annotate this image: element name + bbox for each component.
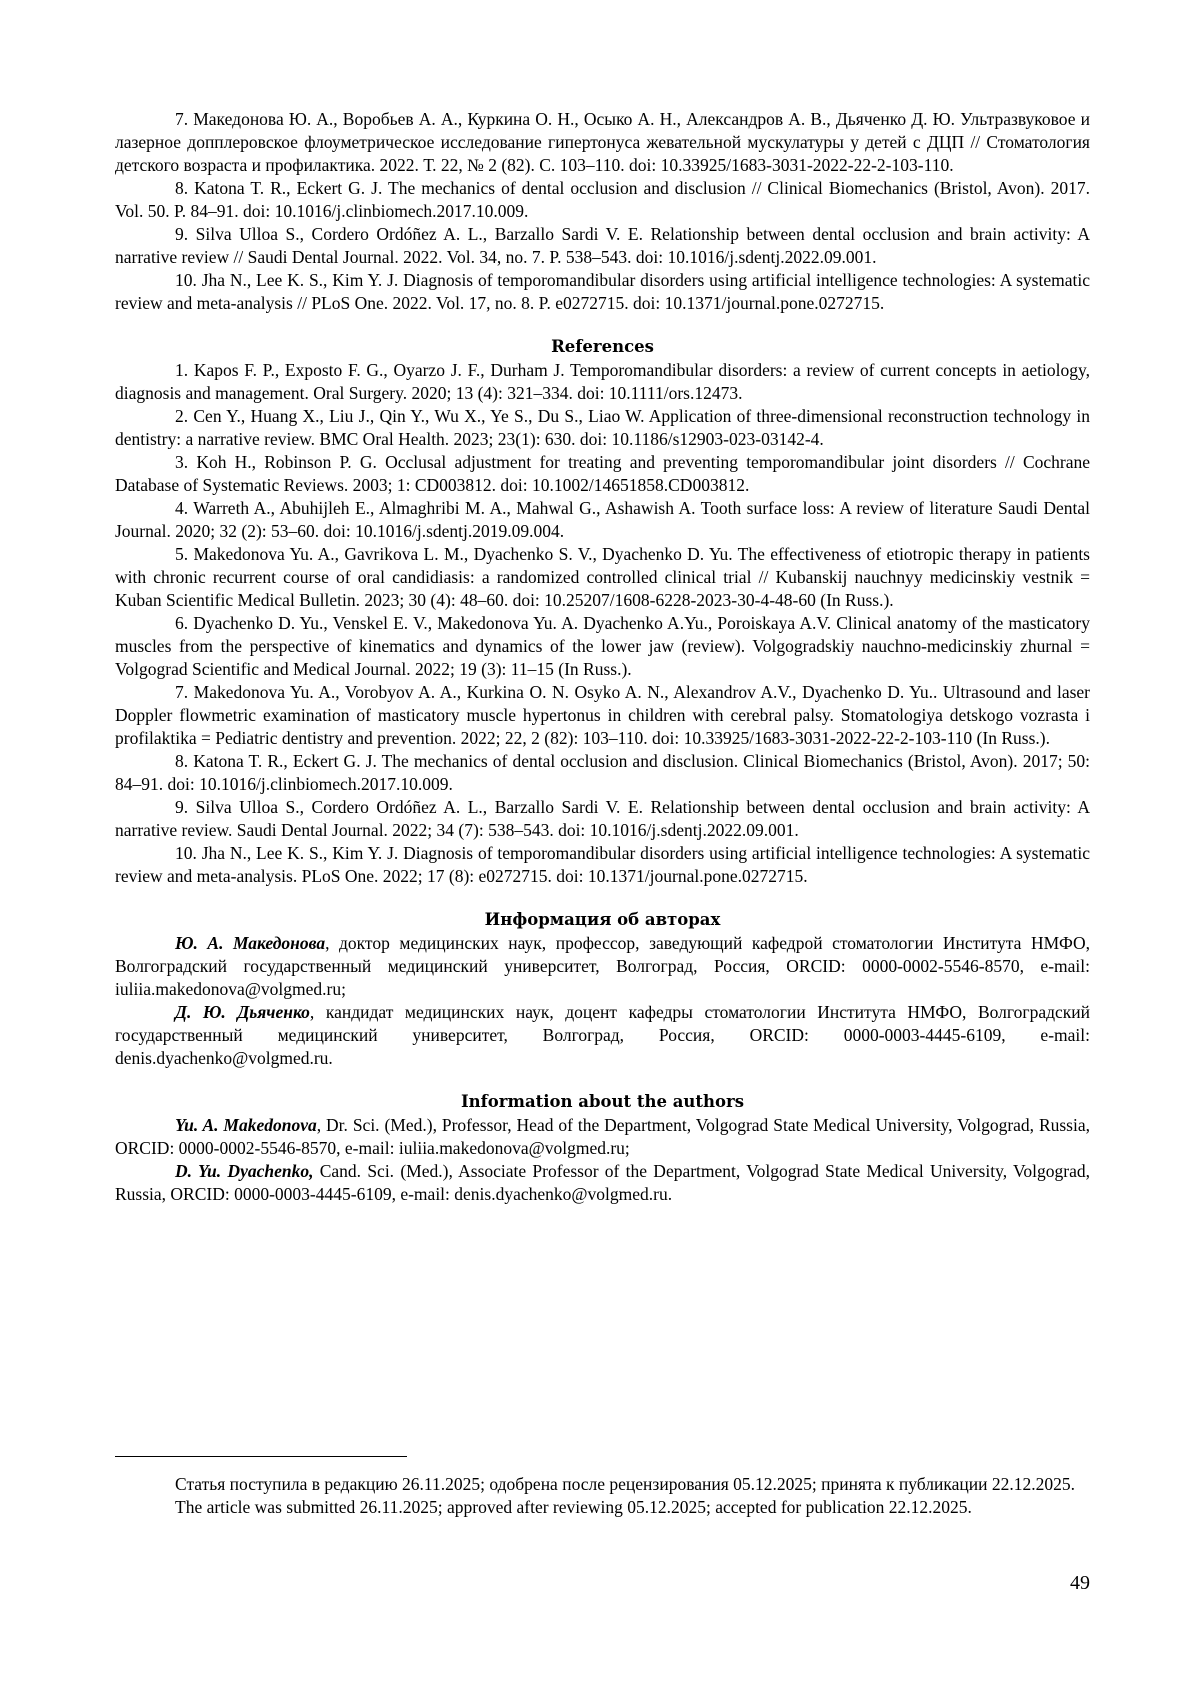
authors-en-list: [115, 1114, 1090, 1206]
russian-reference-list-tail: [115, 108, 1090, 315]
page-number: 49: [1070, 1572, 1090, 1594]
author-details: , кандидат медицинских наук, доцент кафедры стоматологии Института НМФО, Волгоградский государственный медицинский университет, Волгоград, Россия, ORCID: 0000-0003-4445-6109, e-mail: denis.dyachenko@volgmed.ru.: [115, 1002, 1090, 1068]
reference-item: 1. Kapos F. P., Exposto F. G., Oyarzo J. F., Durham J. Temporomandibular disorders: a review of current concepts in aetiology, diagnosis and management. Oral Surgery. 2020; 13 (4): 321–334. doi: 10.1111/ors.12473.: [115, 360, 1090, 403]
footnote-ru: Статья поступила в редакцию 26.11.2025; одобрена после рецензирования 05.12.2025; принята к публикации 22.12.2025.: [175, 1474, 1075, 1494]
references-heading: References: [551, 337, 654, 356]
reference-item: 9. Silva Ulloa S., Cordero Ordóñez A. L., Barzallo Sardi V. E. Relationship between dental occlusion and brain activity: A narrative review. Saudi Dental Journal. 2022; 34 (7): 538–543. doi: 10.1016/j.sdentj.2022.09.001.: [115, 797, 1090, 840]
author-name: D. Yu. Dyachenko,: [175, 1161, 314, 1181]
author-name: Д. Ю. Дьяченко: [175, 1002, 310, 1022]
author-details: , доктор медицинских наук, профессор, заведующий кафедрой стоматологии Института НМФО, Волгоградский государственный медицинский университет, Волгоград, Россия, ORCID: 0000-0002-5546-8570, e-mail: iuliia.makedonova@volgmed.ru;: [115, 933, 1090, 999]
author-details: , Dr. Sci. (Med.), Professor, Head of the Department, Volgograd State Medical University, Volgograd, Russia, ORCID: 0000-0002-5546-8570, e-mail: iuliia.makedonova@volgmed.ru;: [115, 1115, 1090, 1158]
footnote-en: The article was submitted 26.11.2025; approved after reviewing 05.12.2025; accepted for publication 22.12.2025.: [175, 1497, 972, 1517]
reference-item: 10. Jha N., Lee K. S., Kim Y. J. Diagnosis of temporomandibular disorders using artificial intelligence technologies: A systematic review and meta-analysis // PLoS One. 2022. Vol. 17, no. 8. P. e0272715. doi: 10.1371/journal.pone.0272715.: [115, 270, 1090, 313]
reference-item: 8. Katona T. R., Eckert G. J. The mechanics of dental occlusion and disclusion // Clinical Biomechanics (Bristol, Avon). 2017. Vol. 50. P. 84–91. doi: 10.1016/j.clinbiomech.2017.10.009.: [115, 178, 1090, 221]
authors-ru-list: [115, 932, 1090, 1070]
footnote-divider: [115, 1456, 407, 1457]
reference-item: 5. Makedonova Yu. A., Gavrikova L. M., Dyachenko S. V., Dyachenko D. Yu. The effectiveness of etiotropic therapy in patients with chronic recurrent course of oral candidiasis: a randomized controlled clinical trial // Kubanskij nauchnyy medicinskiy vestnik = Kuban Scientific Medical Bulletin. 2023; 30 (4): 48–60. doi: 10.25207/1608-6228-2023-30-4-48-60 (In Russ.).: [115, 544, 1090, 610]
author-name: Yu. A. Makedonova: [175, 1115, 317, 1135]
main-content: [115, 108, 1090, 1206]
reference-item: 3. Koh H., Robinson P. G. Occlusal adjustment for treating and preventing temporomandibular joint disorders // Cochrane Database of Systematic Reviews. 2003; 1: CD003812. doi: 10.1002/14651858.CD003812.: [115, 452, 1090, 495]
author-entry: [115, 932, 1090, 1001]
reference-item: 6. Dyachenko D. Yu., Venskel E. V., Makedonova Yu. A. Dyachenko A.Yu., Poroiskaya A.V. Clinical anatomy of the masticatory muscles from the perspective of kinematics and dynamics of the lower jaw (review). Volgogradskiy nauchno-medicinskiy zhurnal = Volgograd Scientific and Medical Journal. 2022; 19 (3): 11–15 (In Russ.).: [115, 613, 1090, 679]
footnotes: [115, 1473, 1090, 1519]
reference-item: 8. Katona T. R., Eckert G. J. The mechanics of dental occlusion and disclusion. Clinical Biomechanics (Bristol, Avon). 2017; 50: 84–91. doi: 10.1016/j.clinbiomech.2017.10.009.: [115, 751, 1090, 794]
reference-item: 7. Makedonova Yu. A., Vorobyov A. A., Kurkina O. N. Osyko A. N., Alexandrov A.V., Dyachenko D. Yu.. Ultrasound and laser Doppler flowmetric examination of masticatory muscle hypertonus in children with cerebral palsy. Stomatologiya detskogo vozrasta i profilaktika = Pediatric dentistry and prevention. 2022; 22, 2 (82): 103–110. doi: 10.33925/1683-3031-2022-22-2-103-110 (In Russ.).: [115, 682, 1090, 748]
reference-item: 4. Warreth A., Abuhijleh E., Almaghribi M. A., Mahwal G., Ashawish A. Tooth surface loss: A review of literature Saudi Dental Journal. 2020; 32 (2): 53–60. doi: 10.1016/j.sdentj.2019.09.004.: [115, 498, 1090, 541]
reference-item: 7. Македонова Ю. А., Воробьев А. А., Куркина О. Н., Осыко А. Н., Александров А. В., Дьяченко Д. Ю. Ультразвуковое и лазерное допплеровское флоуметрическое исследование гипертонуса жевательной мускулатуры у детей с ДЦП // Стоматология детского возраста и профилактика. 2022. Т. 22, № 2 (82). С. 103–110. doi: 10.33925/1683-3031-2022-22-2-103-110.: [115, 109, 1090, 175]
author-entry: [115, 1160, 1090, 1206]
reference-item: 2. Cen Y., Huang X., Liu J., Qin Y., Wu X., Ye S., Du S., Liao W. Application of three-dimensional reconstruction technology in dentistry: a narrative review. BMC Oral Health. 2023; 23(1): 630. doi: 10.1186/s12903-023-03142-4.: [115, 406, 1090, 449]
author-entry: [115, 1001, 1090, 1070]
author-details: Cand. Sci. (Med.), Associate Professor of the Department, Volgograd State Medical University, Volgograd, Russia, ORCID: 0000-0003-4445-6109, e-mail: denis.dyachenko@volgmed.ru.: [115, 1161, 1090, 1204]
reference-item: 10. Jha N., Lee K. S., Kim Y. J. Diagnosis of temporomandibular disorders using artificial intelligence technologies: A systematic review and meta-analysis. PLoS One. 2022; 17 (8): e0272715. doi: 10.1371/journal.pone.0272715.: [115, 843, 1090, 886]
author-entry: [115, 1114, 1090, 1160]
authors-en-heading: Information about the authors: [460, 1092, 745, 1111]
english-reference-list: [115, 359, 1090, 888]
authors-ru-heading: Информация об авторах: [484, 910, 721, 929]
reference-item: 9. Silva Ulloa S., Cordero Ordóñez A. L., Barzallo Sardi V. E. Relationship between dental occlusion and brain activity: A narrative review // Saudi Dental Journal. 2022. Vol. 34, no. 7. P. 538–543. doi: 10.1016/j.sdentj.2022.09.001.: [115, 224, 1090, 267]
author-name: Ю. А. Македонова: [175, 933, 326, 953]
